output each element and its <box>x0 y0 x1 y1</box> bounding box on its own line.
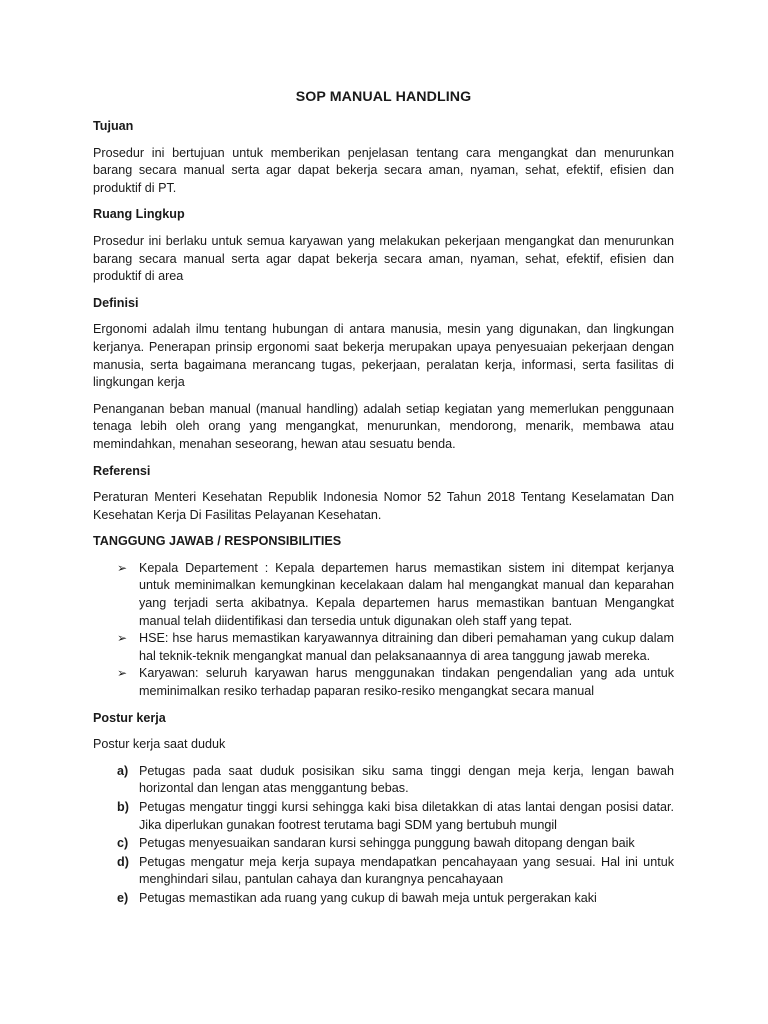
list-item <box>117 799 674 834</box>
list-item <box>117 835 674 853</box>
paragraph-tujuan: Prosedur ini bertujuan untuk memberikan penjelasan tentang cara mengangkat dan menurunkan barang secara manual serta agar dapat bekerja secara aman, nyaman, sehat, efektif, efisien dan produktif di PT. <box>93 145 674 195</box>
list-item <box>117 630 674 665</box>
list-marker: c) <box>117 836 129 851</box>
arrow-bullet-icon: ➢ <box>117 631 128 646</box>
document-title: SOP MANUAL HANDLING <box>295 89 472 105</box>
list-item-text: Kepala Departement : Kepala departemen harus memastikan sistem ini ditempat kerjanya untuk meminimalkan kemungkinan kecelakaan dalam hal mengangkat manual dan keparahan yang terjadi serta akibatnya. Kepala departemen harus memastikan bantuan Mengangkat manual telah diidentifikasi dan tersedia untuk digunakan oleh staff yang tepat. <box>139 560 674 628</box>
heading-tanggung-jawab: TANGGUNG JAWAB / RESPONSIBILITIES <box>93 534 342 549</box>
heading-definisi: Definisi <box>93 295 139 310</box>
paragraph-referensi: Peraturan Menteri Kesehatan Republik Indonesia Nomor 52 Tahun 2018 Tentang Keselamatan Dan Kesehatan Kerja Di Fasilitas Pelayanan Kesehatan. <box>93 490 674 522</box>
arrow-bullet-icon: ➢ <box>117 560 128 575</box>
list-item <box>117 854 674 889</box>
list-item-text: Petugas memastikan ada ruang yang cukup di bawah meja untuk pergerakan kaki <box>139 890 597 905</box>
list-item <box>117 890 674 908</box>
list-marker: b) <box>117 800 129 814</box>
list-item-text: Karyawan: seluruh karyawan harus menggunakan tindakan pengendalian yang ada untuk meminimalkan resiko terhadap paparan resiko-resiko mengangkat secara manual <box>139 666 674 699</box>
heading-referensi: Referensi <box>93 463 151 478</box>
arrow-bullet-icon: ➢ <box>117 666 128 681</box>
list-item-text: Petugas menyesuaikan sandaran kursi sehingga punggung bawah ditopang dengan baik <box>139 836 635 851</box>
posture-list <box>93 763 674 908</box>
list-marker: d) <box>117 854 129 869</box>
list-item-text: HSE: hse harus memastikan karyawannya ditraining dan diberi pemahaman yang cukup dalam hal teknik-teknik mengangkat manual dan pelaksanaannya di area tanggung jawab mereka. <box>139 631 674 663</box>
list-item-text: Petugas mengatur tinggi kursi sehingga kaki bisa diletakkan di atas lantai dengan posisi datar. Jika diperlukan gunakan footrest terutama bagi SDM yang bertubuh mungil <box>139 800 674 832</box>
paragraph-definisi-ergonomi: Ergonomi adalah ilmu tentang hubungan di antara manusia, mesin yang digunakan, dan lingkungan kerjanya. Penerapan prinsip ergonomi saat bekerja merupakan upaya penyesuaian pekerjaan dengan manusia, serta bagaimana merancang tugas, pekerjaan, peralatan kerja, informasi, serta fasilitas di lingkungan kerja <box>93 322 674 390</box>
subheading-postur-duduk: Postur kerja saat duduk <box>93 737 226 752</box>
paragraph-ruang-lingkup: Prosedur ini berlaku untuk semua karyawan yang melakukan pekerjaan mengangkat dan menurunkan barang secara manual serta agar dapat bekerja secara aman, nyaman, sehat, efektif, efisien dan produktif di area <box>93 233 674 284</box>
list-item <box>117 763 674 798</box>
list-marker: a) <box>117 763 129 778</box>
list-item-text: Petugas pada saat duduk posisikan siku sama tinggi dengan meja kerja, lengan bawah horizontal dan lengan atas menggantung bebas. <box>139 763 674 796</box>
list-marker: e) <box>117 890 129 905</box>
heading-tujuan: Tujuan <box>93 119 134 133</box>
heading-ruang-lingkup: Ruang Lingkup <box>93 207 185 222</box>
heading-postur-kerja: Postur kerja <box>93 710 166 725</box>
list-item-text: Petugas mengatur meja kerja supaya mendapatkan pencahayaan yang sesuai. Hal ini untuk menghindari silau, pantulan cahaya dan kurangnya pencahayaan <box>139 854 674 887</box>
responsibilities-list <box>93 560 674 701</box>
list-item <box>117 560 674 630</box>
paragraph-definisi-manual-handling: Penanganan beban manual (manual handling) adalah setiap kegiatan yang memerlukan penggunaan tenaga lebih oleh orang yang mengangkat, menurunkan, mendorong, menarik, membawa atau memindahkan, menahan seseorang, hewan atau sesuatu benda. <box>93 401 674 451</box>
list-item <box>117 665 674 700</box>
